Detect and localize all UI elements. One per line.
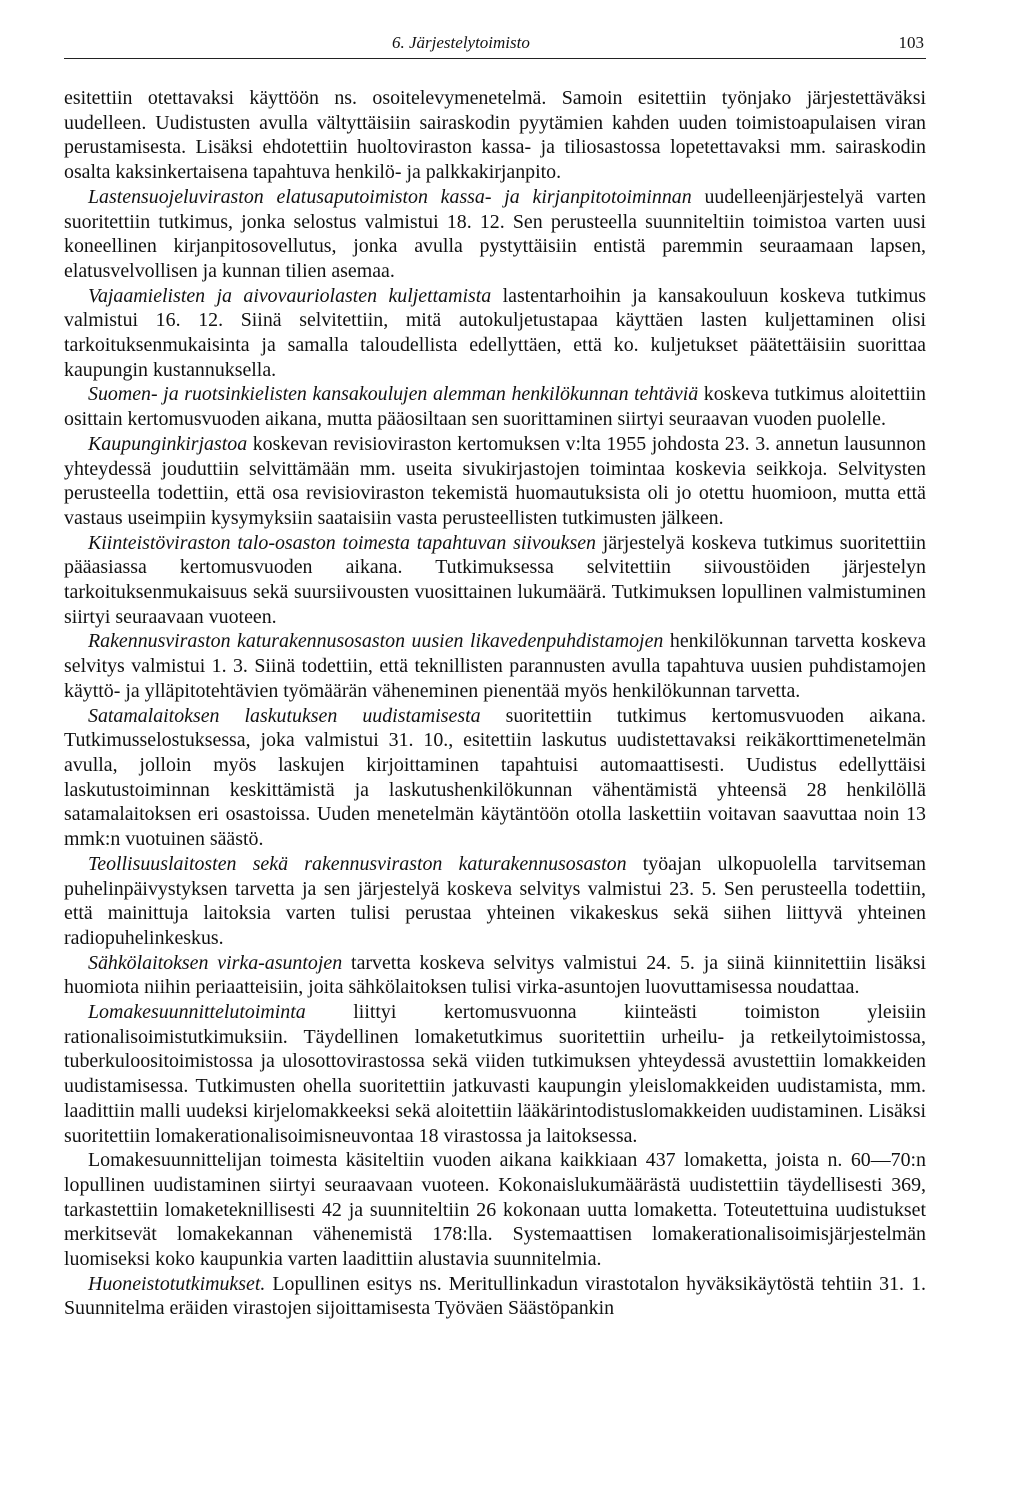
paragraph-lead: Satamalaitoksen laskutuksen uudistamisesta: [88, 704, 481, 727]
paragraph-kiinteistovirasto: [64, 531, 926, 630]
document-page: [64, 30, 926, 1321]
paragraph-lead: Teollisuuslaitosten sekä rakennusviraston katurakennusosaston: [88, 852, 627, 875]
paragraph-text: koskevan revisioviraston kertomuksen v:lta 1955 johdosta 23. 3. annetun lausunnon yhteydessä jouduttiin selvittämään mm. useita sivukirjastojen toimintaa koskevia seikkoja. Selvitysten perusteella todettiin, että osa revisioviraston tekemistä huomautuksista oli jo otettu huomioon, mutta että vastaus useimpiin kysymyksiin saataisiin vasta perusteellisten tutkimusten jälkeen.: [64, 432, 926, 529]
paragraph-vajaamielisten: [64, 284, 926, 383]
paragraph-lead: Huoneistotutkimukset.: [88, 1272, 266, 1295]
paragraph-kaupunginkirjasto: [64, 432, 926, 531]
paragraph-lead: Sähkölaitoksen virka-asuntojen: [88, 951, 343, 974]
page-header: [64, 30, 926, 59]
paragraph-text: Lopullinen esitys ns. Meritullinkadun virastotalon hyväksikäytöstä tehtiin 31. 1. Suunnitelma eräiden virastojen sijoittamisesta Työväen Säästöpankin: [64, 1272, 926, 1320]
paragraph-sahkolaitos: [64, 951, 926, 1000]
paragraph-lead: Kaupunginkirjastoa: [88, 432, 248, 455]
paragraph-text: Lomakesuunnittelijan toimesta käsiteltiin vuoden aikana kaikkiaan 437 lomaketta, joista n. 60—70:n lopullinen uudistaminen siirtyi seuraavaan vuoteen. Kokonaislukumäärästä uudistettiin täydellisesti 369, tarkastettiin lomaketeknillisesti 42 ja suunniteltiin 26 kokonaan uutta lomaketta. Toteutettuina uudistukset merkitsevät lomakekannan vähenemistä 178:lla. Systemaattisen lomakerationalisoimisjärjestelmän luomiseksi koko kaupunkia varten laadittiin alustavia suunnitelmia.: [64, 1149, 926, 1271]
paragraph-rakennusvirasto: [64, 629, 926, 703]
page-number: 103: [898, 33, 924, 52]
paragraph-text: koskeva tutkimus aloitettiin osittain kertomusvuoden aikana, mutta pääosiltaan sen suorittaminen siirtyi seuraavan vuoden puolelle.: [64, 383, 926, 431]
paragraph-lead: Rakennusviraston katurakennusosaston uusien likavedenpuhdistamojen: [88, 630, 664, 653]
paragraph-lead: Vajaamielisten ja aivovauriolasten kuljettamista: [88, 284, 492, 307]
paragraph-lomakesuunnittelija: [64, 1148, 926, 1272]
paragraph-text: esitettiin otettavaksi käyttöön ns. osoitelevymenetelmä. Samoin esitettiin työnjako järjestettäväksi uudelleen. Uudistusten avulla vältyttäisiin sairaskodin pyytämien kahden uuden toimistoapulaisen viran perustamisesta. Lisäksi ehdotettiin huoltoviraston kassa- ja tiliosastossa lopetettavaksi mm. sairaskodin osalta kaksinkertaisena tapahtuva henkilö- ja palkkakirjanpito.: [64, 87, 926, 184]
paragraph-lead: Lastensuojeluviraston elatusaputoimiston kassa- ja kirjanpitotoiminnan: [88, 185, 692, 208]
paragraph-text: suoritettiin tutkimus kertomusvuoden aikana. Tutkimusselostuksessa, joka valmistui 31. 10., esitettiin laskutus uudistettavaksi reikäkorttimenetelmän avulla, jolloin myös laskujen kirjoittaminen tapahtuisi automaattisesti. Uudistus edellyttäisi laskutustoiminnan keskittämistä ja laskutushenkilökunnan vähentämistä yhteensä 28 henkilöllä satamalaitoksen eri osastoissa. Uuden menetelmän käytäntöön otolla laskettiin voitavan saavuttaa noin 13 mmk:n vuotuinen säästö.: [64, 704, 926, 851]
paragraph-text: uudelleenjärjestelyä varten suoritettiin tutkimus, jonka selostus valmistui 18. 12. Sen perusteella suunniteltiin toimistoa varten uusi koneellinen kirjanpitosovellutus, jonka avulla pystyttäisiin entistä paremmin seuraamaan lapsen, elatusvelvollisen ja kunnan tilien asemaa.: [64, 185, 926, 282]
paragraph-lomakesuunnittelu: [64, 1000, 926, 1148]
paragraph-text: tarvetta koskeva selvitys valmistui 24. 5. ja siinä kiinnitettiin lisäksi huomiota niihin periaatteisiin, joita sähkölaitoksen tulisi virka-asuntojen luovuttamisessa noudattaa.: [64, 951, 926, 999]
paragraph-lead: Suomen- ja ruotsinkielisten kansakoulujen alemman henkilökunnan tehtäviä: [88, 383, 699, 406]
paragraph-text: työajan ulkopuolella tarvitseman puhelinpäivystyksen tarvetta ja sen järjestelyä koskeva selvitys valmistui 23. 5. Sen perusteella todettiin, että mainittuja laitoksia varten tulisi perustaa yhteinen vikakeskus sekä siihen liittyvä yhteinen radiopuhelinkeskus.: [64, 852, 926, 949]
paragraph-teollisuuslaitokset: [64, 852, 926, 951]
page-body: [64, 86, 926, 1321]
paragraph-huoneistotutkimukset: [64, 1272, 926, 1321]
paragraph-lead: Lomakesuunnittelutoiminta: [88, 1001, 306, 1024]
paragraph-kansakoulujen: [64, 382, 926, 431]
paragraph-lastensuojelu: [64, 185, 926, 284]
paragraph-lead: Kiinteistöviraston talo-osaston toimesta tapahtuvan siivouksen: [88, 531, 596, 554]
paragraph-continuation: [64, 86, 926, 185]
paragraph-text: järjestelyä koskeva tutkimus suoritettiin pääasiassa kertomusvuoden aikana. Tutkimuksessa selvitettiin siivoustöiden järjestelyn tarkoituksenmukaisuus sekä suursiivousten vuosittainen lukumäärä. Tutkimuksen lopullinen valmistuminen siirtyi seuraavaan vuoteen.: [64, 531, 926, 628]
paragraph-text: henkilökunnan tarvetta koskeva selvitys valmistui 1. 3. Siinä todettiin, että teknillisten parannusten avulla tapahtuva uusien puhdistamojen käyttö- ja ylläpitotehtävien työmäärän väheneminen pienentää myös henkilökunnan tarvetta.: [64, 630, 926, 702]
paragraph-satamalaitos: [64, 704, 926, 852]
paragraph-text: liittyi kertomusvuonna kiinteästi toimiston yleisiin rationalisoimistutkimuksiin. Täydellinen lomaketutkimus suoritettiin urheilu- ja retkeilytoimistossa, tuberkuloositoimistossa ja ulosottovirastossa sekä viiden tutkimuksen yhteydessä avustettiin lomakkeiden uudistamisessa. Tutkimusten ohella suoritettiin jatkuvasti kaupungin yleislomakkeiden uudistamista, mm. laadittiin malli uudeksi kirjelomakkeeksi sekä aloitettiin lääkärintodistuslomakkeiden uudistaminen. Lisäksi suoritettiin lomakerationalisoimisneuvontaa 18 virastossa ja laitoksessa.: [64, 1001, 926, 1147]
paragraph-text: lastentarhoihin ja kansakouluun koskeva tutkimus valmistui 16. 12. Siinä selvitettiin, mitä autokuljetustapaa käyttäen lasten kuljettaminen olisi tarkoituksenmukaisinta ja samalla taloudellista edellyttäen, että ko. kuljetukset päätettäisiin suorittaa kaupungin kustannuksella.: [64, 284, 927, 381]
chapter-title: 6. Järjestelytoimisto: [392, 33, 530, 52]
